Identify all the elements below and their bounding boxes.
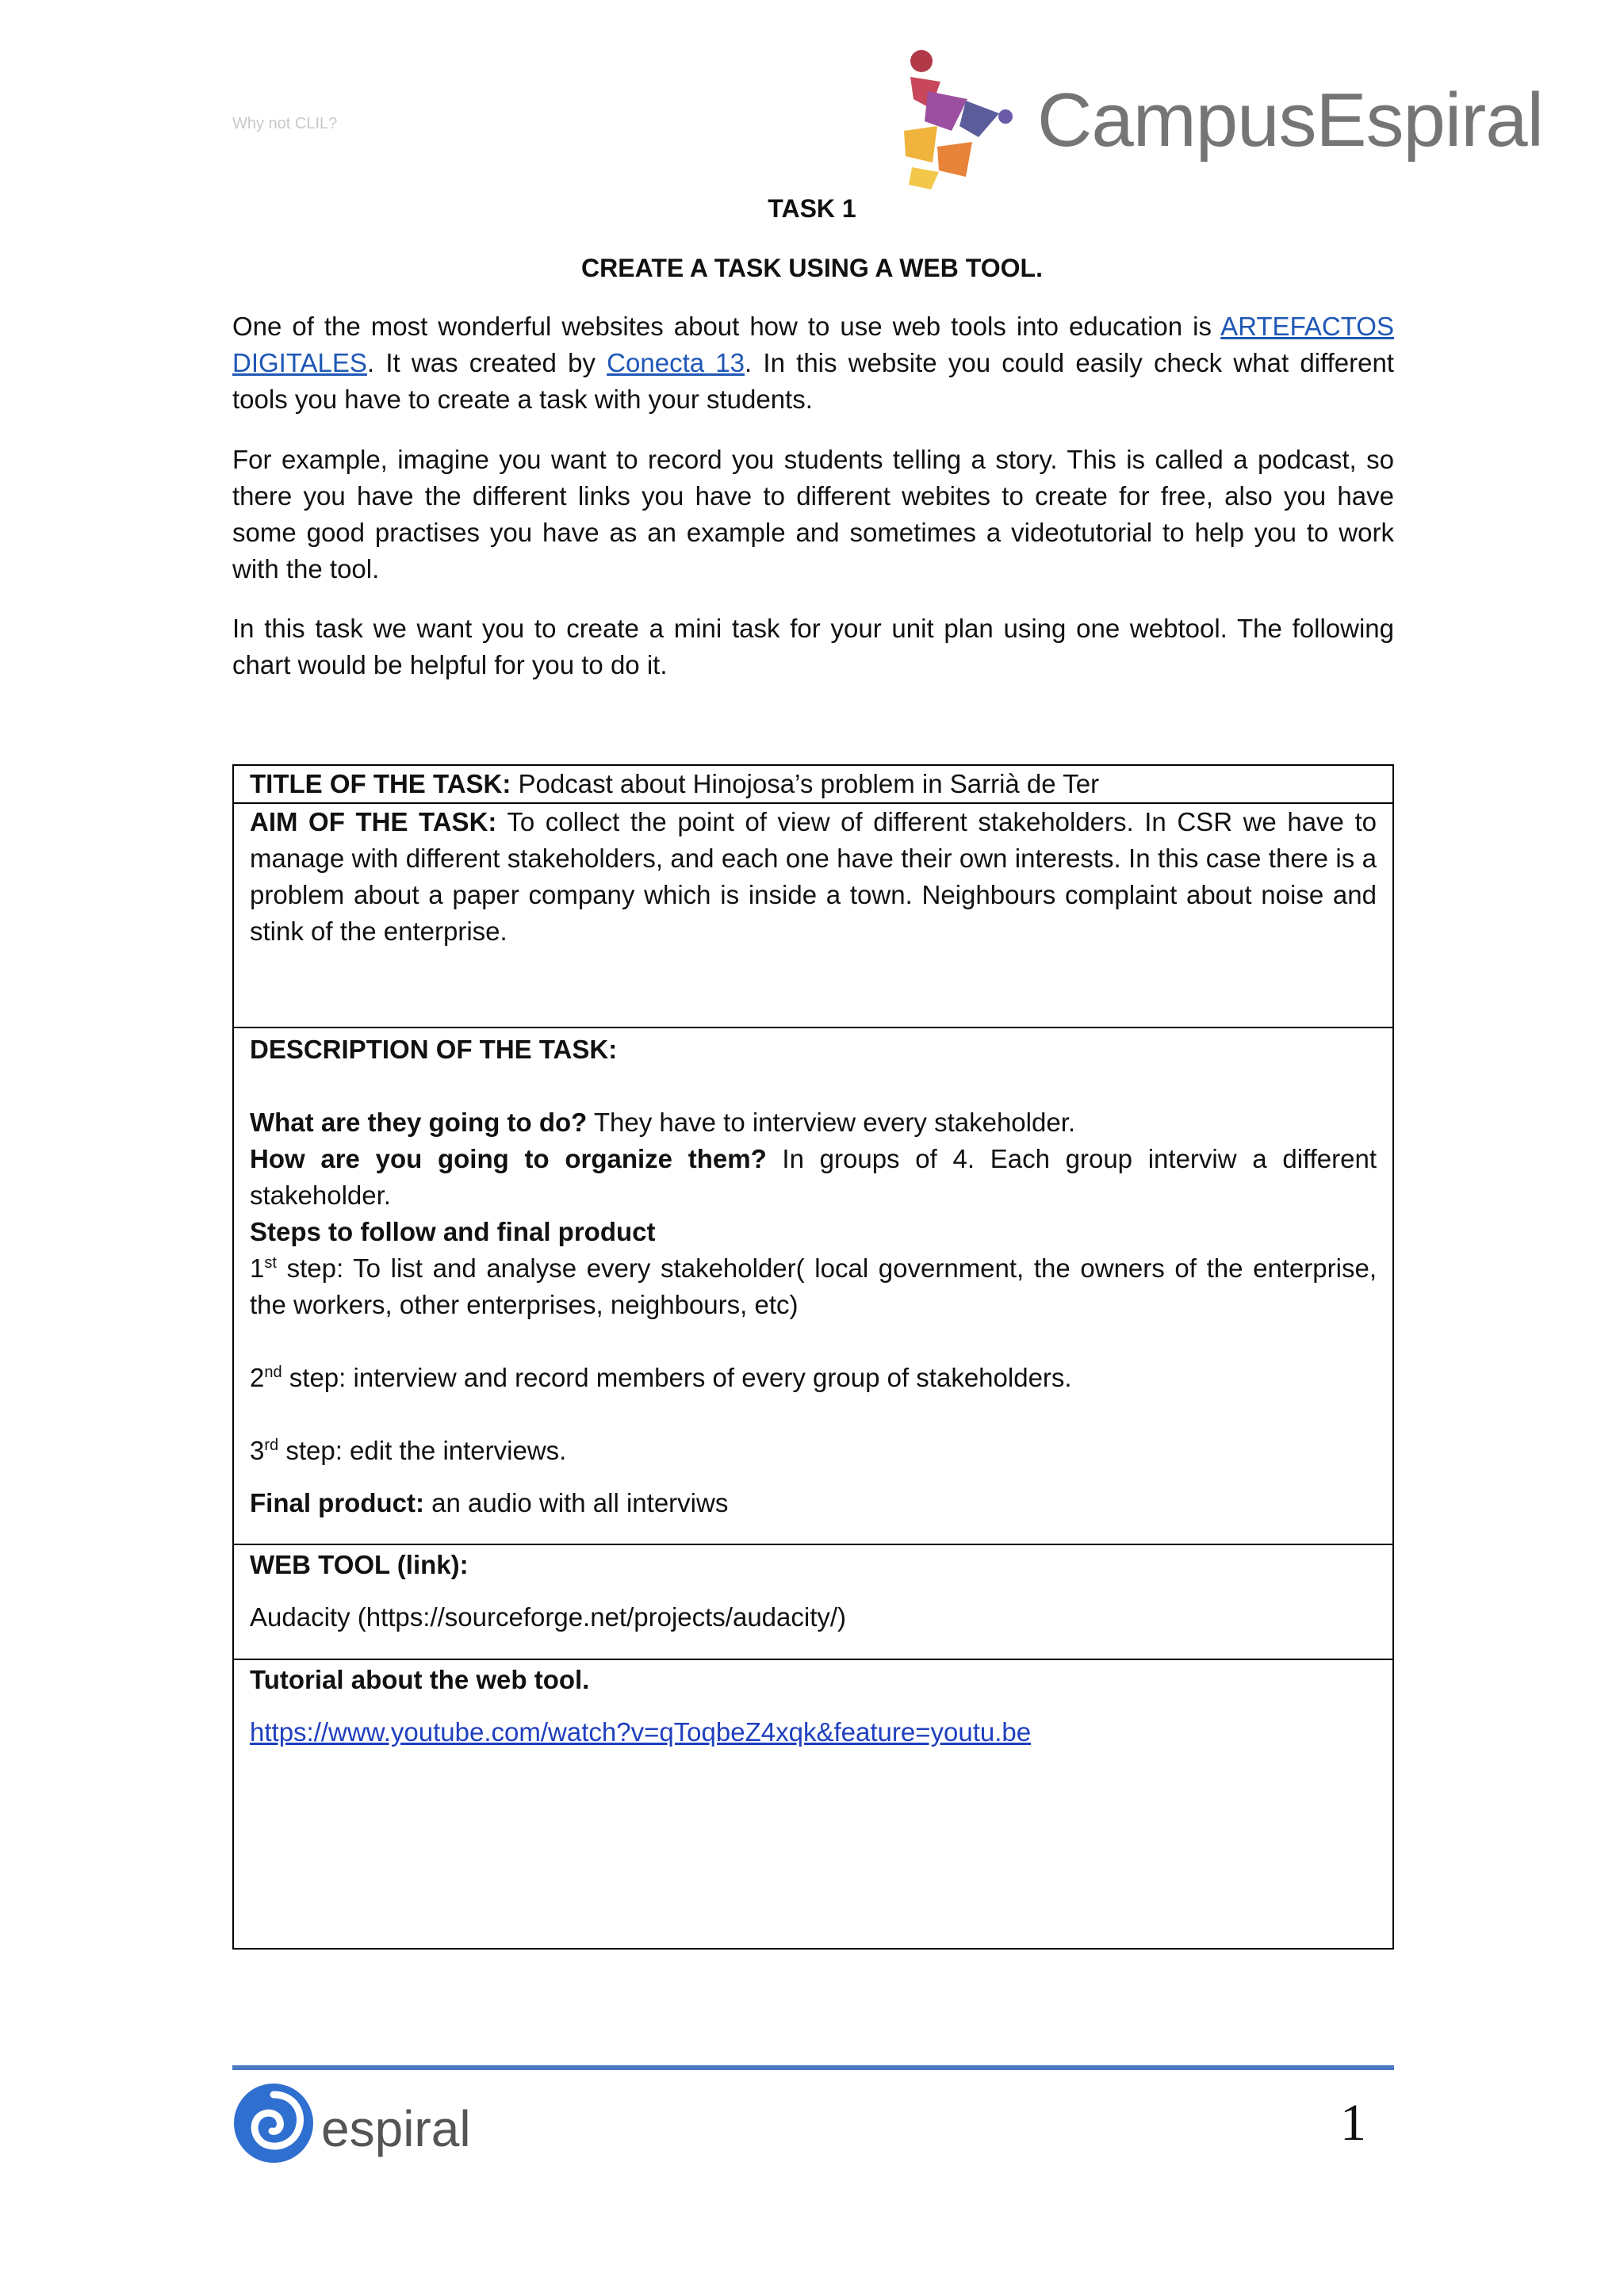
how-line — [250, 1141, 1377, 1214]
campus-espiral-wordmark: CampusEspiral — [1037, 78, 1543, 163]
conecta-13-link[interactable]: Conecta 13 — [607, 348, 745, 377]
steps-label: Steps to follow and final product — [250, 1217, 656, 1246]
step-3 — [250, 1433, 1377, 1469]
espiral-wordmark: espiral — [321, 2100, 471, 2157]
title-row — [234, 766, 1392, 804]
final-product-line — [250, 1485, 1377, 1521]
web-tool-label: WEB TOOL (link): — [250, 1550, 469, 1579]
description-row — [234, 1028, 1392, 1545]
task-table — [232, 764, 1394, 1950]
step-3-suffix: rd — [264, 1437, 279, 1454]
what-line — [250, 1104, 1377, 1141]
aim-row — [234, 804, 1392, 1028]
example-paragraph: For example, imagine you want to record you students telling a story. This is called a podcast, so there you have the different links you have to different webites to create for free, also you have some good practises you have as an example and sometimes a videotutorial to help you to work with the tool. — [232, 445, 1394, 584]
artefactos-digitales-link[interactable]: ARTEFACTOS DIGITALES — [232, 312, 1394, 377]
title-label: TITLE OF THE TASK: — [250, 769, 511, 798]
description-label: DESCRIPTION OF THE TASK: — [250, 1035, 618, 1064]
aim-label: AIM OF THE TASK: — [250, 807, 497, 836]
what-value: They have to interview every stakeholder. — [587, 1108, 1076, 1137]
espiral-logo — [232, 2077, 486, 2172]
final-product-value: an audio with all interviws — [423, 1488, 729, 1517]
campus-espiral-logo — [896, 44, 1543, 194]
campus-espiral-emblem-icon — [896, 44, 1039, 194]
step-2-number: 2 — [250, 1363, 265, 1392]
web-tool-value: Audacity (https://sourceforge.net/projects/audacity/) — [250, 1602, 847, 1632]
step-2-text: step: interview and record members of every group of stakeholders. — [282, 1363, 1072, 1392]
step-3-text: step: edit the interviews. — [278, 1436, 567, 1465]
final-product-label: Final product: — [250, 1488, 424, 1517]
instruction-paragraph: In this task we want you to create a mini task for your unit plan using one webtool. The following chart would be helpful for you to do it. — [232, 614, 1394, 679]
how-label: How are you going to organize them? — [250, 1144, 767, 1173]
page-number: 1 — [1340, 2094, 1366, 2152]
tutorial-link[interactable]: https://www.youtube.com/watch?v=qToqbeZ4xqk&feature=youtu.be — [250, 1717, 1032, 1747]
step-2 — [250, 1360, 1377, 1396]
espiral-swirl-icon — [232, 2077, 316, 2164]
tutorial-label: Tutorial about the web tool. — [250, 1665, 590, 1694]
step-2-suffix: nd — [264, 1364, 282, 1381]
footer-divider — [232, 2065, 1394, 2070]
web-tool-row — [234, 1545, 1392, 1660]
title-value: Podcast about Hinojosa’s problem in Sarrià de Ter — [511, 769, 1100, 798]
task-title: TASK 1 — [768, 194, 856, 223]
how-value: In groups of 4. Each group interviw a different stakeholder. — [250, 1144, 1377, 1210]
step-1-number: 1 — [250, 1253, 265, 1283]
intro-text-2: . It was created by — [366, 348, 607, 377]
intro-text-3: . In this website you could easily check what different tools you have to create a task with your students. — [232, 348, 1394, 414]
header-note: Why not CLIL? — [232, 115, 338, 132]
tutorial-row — [234, 1660, 1392, 1948]
what-label: What are they going to do? — [250, 1108, 588, 1137]
intro-paragraph — [232, 308, 1394, 418]
aim-value: To collect the point of view of different stakeholders. In CSR we have to manage with different stakeholders, and each one have their own interests. In this case there is a problem about a paper company which is inside a town. Neighbours complaint about noise and stink of the enterprise. — [250, 807, 1377, 946]
step-1 — [250, 1250, 1377, 1323]
task-subtitle: CREATE A TASK USING A WEB TOOL. — [581, 254, 1043, 282]
step-1-text: step: To list and analyse every stakeholder( local government, the owners of the enterprise, the workers, other enterprises, neighbours, etc) — [250, 1253, 1377, 1319]
step-3-number: 3 — [250, 1436, 265, 1465]
step-1-suffix: st — [264, 1254, 277, 1272]
intro-text-1: One of the most wonderful websites about how to use web tools into education is — [232, 312, 1221, 341]
